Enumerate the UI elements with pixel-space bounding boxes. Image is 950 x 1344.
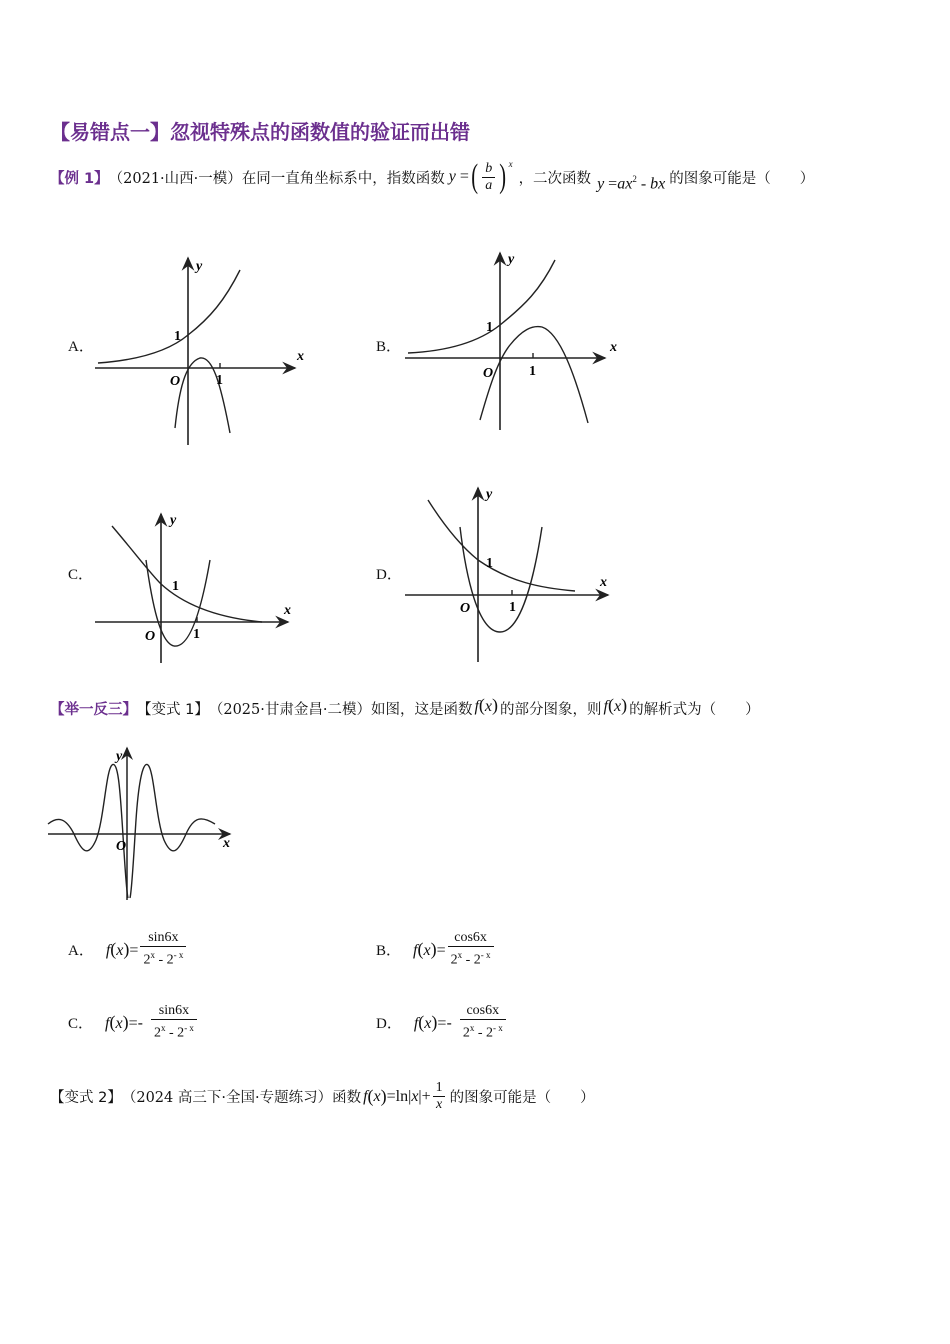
variant1-option-d: D． f(x)= - $\frac{\cos 6x}{2^x - 2^{- x}}$ [376, 1003, 508, 1042]
variant1-option-a-numerator: sin6x [148, 930, 179, 945]
graph-d-x-label: x [600, 575, 607, 590]
variant1-text-b: 的部分图象，则 [500, 702, 602, 718]
example1-end: 的图象可能是（ ） [669, 170, 815, 187]
graph-c-origin: O [145, 629, 156, 644]
variant1-option-c-label: C． [68, 1015, 94, 1032]
variant1-question [50, 695, 760, 719]
exp-function-formula: y = ( $\frac{b}{a}$ ) x [448, 158, 513, 195]
variant1-option-d-numerator: cos6x [466, 1003, 500, 1018]
variant1-option-c: C． f(x)= - $\frac{\sin 6x}{2^x - 2^{- x}}$ [68, 1003, 199, 1042]
variant2-text-b: 的图象可能是（ ） [449, 1090, 595, 1106]
example1-source: （2021·山西·一模）在同一直角坐标系中，指数函数 [108, 170, 445, 187]
graph-option-c [90, 508, 310, 668]
variant1-option-a-label: A． [68, 942, 94, 959]
example1-tag: 【例 1】 [50, 170, 109, 187]
variant2-question [50, 1080, 595, 1113]
graph-option-b [400, 245, 630, 435]
variant1-tag: 【举一反三】 [50, 702, 137, 718]
graph-d-y-label: y [486, 487, 493, 502]
option-a-label: A． [68, 339, 94, 355]
graph-b-origin: O [483, 366, 494, 381]
variant1-option-b: B． f(x)= $\frac{\cos 6x}{2^x - 2^{- x}}$ [376, 930, 496, 969]
variant2-text-a: （2024 高三下·全国·专题练习）函数 [121, 1090, 362, 1106]
graph-c-x-label: x [284, 603, 291, 618]
graph-v1-origin: O [116, 839, 127, 854]
variant1-text-a: （2025·甘肃金昌·二模）如图，这是函数 [208, 702, 473, 718]
example1-question [50, 160, 814, 194]
graph-a-origin: O [170, 374, 181, 389]
fx-symbol: f(x) [474, 695, 499, 715]
graph-option-a [90, 250, 320, 450]
graph-b-y-label: y [508, 252, 515, 267]
variant2-formula: f ( x ) =ln | x | + $\frac{1}{x}$ [363, 1080, 448, 1113]
graph-a-y-label: y [196, 259, 203, 274]
variant1-option-c-sign: - [137, 1012, 144, 1032]
section-heading: 【易错点一】忽视特殊点的函数值的验证而出错 [50, 120, 470, 144]
graph-v1-y-label: y [116, 749, 123, 764]
example1-mid: ，二次函数 [518, 170, 592, 187]
graph-d-x-one: 1 [509, 600, 516, 615]
variant1-option-b-label: B． [376, 942, 402, 959]
graph-d-origin: O [460, 601, 471, 616]
variant1-option-c-numerator: sin6x [158, 1003, 190, 1018]
variant1-option-d-sign: - [446, 1012, 452, 1032]
fx-symbol-2: f(x) [603, 695, 628, 715]
graph-c-x-one: 1 [193, 627, 200, 642]
graph-a-x-one: 1 [216, 373, 223, 388]
graph-c-y-label: y [170, 513, 177, 528]
graph-option-d [400, 482, 630, 667]
graph-variant1 [40, 740, 250, 905]
graph-b-x-one: 1 [529, 364, 536, 379]
option-c-label: C． [68, 567, 94, 583]
option-b-label: B． [376, 339, 402, 355]
graph-v1-x-label: x [223, 836, 230, 851]
quad-function-formula: $y =ax^2$ - bx [597, 174, 666, 193]
variant1-text-c: 的解析式为（ ） [629, 702, 760, 718]
variant1-option-b-numerator: cos6x [454, 930, 487, 945]
variant1-tag2: 【变式 1】 [137, 702, 209, 718]
variant1-option-a: A． f(x)= $\frac{\sin 6x}{2^x - 2^{- x}}$ [68, 930, 188, 969]
variant1-option-d-label: D． [376, 1015, 402, 1032]
graph-d-y-one: 1 [486, 556, 493, 571]
variant2-tag: 【变式 2】 [50, 1090, 122, 1106]
graph-b-x-label: x [610, 340, 617, 355]
graph-b-y-one: 1 [486, 320, 493, 335]
graph-c-y-one: 1 [172, 579, 179, 594]
option-d-label: D． [376, 567, 402, 583]
graph-a-x-label: x [297, 349, 304, 364]
graph-a-y-one: 1 [174, 329, 181, 344]
